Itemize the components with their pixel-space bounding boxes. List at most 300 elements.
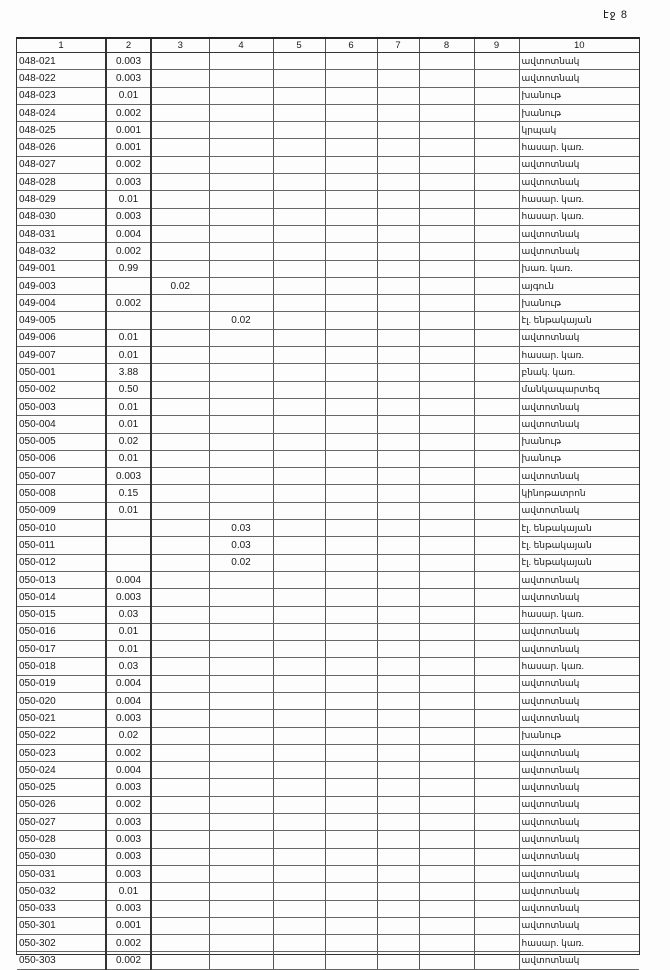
empty-cell-c6 (325, 329, 377, 346)
empty-cell-c9 (474, 727, 519, 744)
area-col3-cell: 0.02 (151, 277, 209, 294)
land-use-cell: ավտոտնակ (519, 900, 639, 917)
empty-cell-c6 (325, 87, 377, 104)
empty-cell-c5 (273, 831, 325, 848)
area-col4-cell (209, 433, 273, 450)
empty-cell-c9 (474, 416, 519, 433)
empty-cell-c8 (419, 312, 474, 329)
table-row (17, 779, 639, 796)
empty-cell-c5 (273, 295, 325, 312)
land-use-cell: մանկապարտեզ (519, 381, 639, 398)
land-use-cell: ավտոտնակ (519, 641, 639, 658)
table-row (17, 675, 639, 692)
empty-cell-c8 (419, 243, 474, 260)
page-number: էջ 8 (603, 9, 628, 21)
empty-cell-c9 (474, 900, 519, 917)
area-col3-cell (151, 122, 209, 139)
empty-cell-c7 (377, 260, 419, 277)
area-col3-cell (151, 641, 209, 658)
table-row (17, 814, 639, 831)
land-use-cell: հասար. կառ. (519, 935, 639, 952)
header-row (17, 39, 639, 53)
area-col3-cell (151, 70, 209, 87)
column-header-6: 6 (325, 39, 377, 53)
empty-cell-c9 (474, 865, 519, 882)
area-col4-cell (209, 398, 273, 415)
area-col3-cell (151, 260, 209, 277)
empty-cell-c9 (474, 312, 519, 329)
empty-cell-c8 (419, 900, 474, 917)
area-col4-cell: 0.02 (209, 554, 273, 571)
empty-cell-c9 (474, 537, 519, 554)
empty-cell-c6 (325, 883, 377, 900)
area-col4-cell (209, 692, 273, 709)
empty-cell-c9 (474, 710, 519, 727)
empty-cell-c6 (325, 156, 377, 173)
empty-cell-c6 (325, 485, 377, 502)
empty-cell-c5 (273, 225, 325, 242)
empty-cell-c9 (474, 295, 519, 312)
empty-cell-c8 (419, 277, 474, 294)
empty-cell-c6 (325, 364, 377, 381)
empty-cell-c7 (377, 502, 419, 519)
table-row (17, 174, 639, 191)
empty-cell-c9 (474, 831, 519, 848)
table-row (17, 277, 639, 294)
empty-cell-c6 (325, 692, 377, 709)
empty-cell-c6 (325, 416, 377, 433)
area-col2-cell (106, 537, 151, 554)
land-use-cell: խանութ (519, 433, 639, 450)
empty-cell-c7 (377, 174, 419, 191)
area-col2-cell: 0.003 (106, 70, 151, 87)
empty-cell-c6 (325, 762, 377, 779)
land-use-cell: ավտոտնակ (519, 243, 639, 260)
table-row (17, 485, 639, 502)
empty-cell-c8 (419, 468, 474, 485)
empty-cell-c5 (273, 641, 325, 658)
empty-cell-c6 (325, 347, 377, 364)
empty-cell-c8 (419, 658, 474, 675)
empty-cell-c8 (419, 191, 474, 208)
empty-cell-c8 (419, 623, 474, 640)
plot-code-cell: 048-031 (17, 225, 106, 242)
plot-code-cell: 050-012 (17, 554, 106, 571)
plot-code-cell: 050-022 (17, 727, 106, 744)
land-use-cell: հասար. կառ. (519, 208, 639, 225)
empty-cell-c9 (474, 485, 519, 502)
area-col3-cell (151, 243, 209, 260)
plot-code-cell: 049-006 (17, 329, 106, 346)
land-use-cell: այգուն (519, 277, 639, 294)
empty-cell-c6 (325, 710, 377, 727)
table-row (17, 710, 639, 727)
land-use-cell: խանութ (519, 87, 639, 104)
empty-cell-c9 (474, 243, 519, 260)
plot-code-cell: 048-022 (17, 70, 106, 87)
empty-cell-c6 (325, 917, 377, 934)
land-use-cell: կինոթատրոն (519, 485, 639, 502)
empty-cell-c8 (419, 139, 474, 156)
area-col3-cell (151, 174, 209, 191)
area-col3-cell (151, 571, 209, 588)
area-col2-cell: 3.88 (106, 364, 151, 381)
empty-cell-c8 (419, 70, 474, 87)
empty-cell-c7 (377, 692, 419, 709)
area-col4-cell (209, 658, 273, 675)
empty-cell-c9 (474, 641, 519, 658)
register-sheet (16, 37, 640, 967)
empty-cell-c7 (377, 104, 419, 121)
plot-code-cell: 050-011 (17, 537, 106, 554)
empty-cell-c8 (419, 537, 474, 554)
land-use-cell: էլ. ենթակայան (519, 312, 639, 329)
area-col4-cell (209, 727, 273, 744)
area-col2-cell: 0.004 (106, 762, 151, 779)
empty-cell-c6 (325, 641, 377, 658)
land-use-cell: ավտոտնակ (519, 398, 639, 415)
table-row (17, 87, 639, 104)
column-header-3: 3 (151, 39, 209, 53)
land-use-cell: հասար. կառ. (519, 606, 639, 623)
land-use-cell: խառ. կառ. (519, 260, 639, 277)
land-use-cell: ավտոտնակ (519, 329, 639, 346)
land-use-cell: էլ. ենթակայան (519, 520, 639, 537)
plot-code-cell: 050-016 (17, 623, 106, 640)
area-col4-cell (209, 416, 273, 433)
empty-cell-c8 (419, 87, 474, 104)
area-col4-cell: 0.03 (209, 537, 273, 554)
empty-cell-c8 (419, 225, 474, 242)
empty-cell-c5 (273, 174, 325, 191)
area-col4-cell (209, 744, 273, 761)
empty-cell-c5 (273, 900, 325, 917)
empty-cell-c7 (377, 398, 419, 415)
empty-cell-c8 (419, 104, 474, 121)
empty-cell-c7 (377, 347, 419, 364)
column-header-8: 8 (419, 39, 474, 53)
area-col4-cell (209, 295, 273, 312)
empty-cell-c5 (273, 347, 325, 364)
empty-cell-c7 (377, 848, 419, 865)
column-header-2: 2 (106, 39, 151, 53)
empty-cell-c6 (325, 502, 377, 519)
area-col2-cell: 0.50 (106, 381, 151, 398)
empty-cell-c9 (474, 104, 519, 121)
area-col2-cell: 0.99 (106, 260, 151, 277)
empty-cell-c6 (325, 571, 377, 588)
area-col3-cell (151, 796, 209, 813)
empty-cell-c7 (377, 139, 419, 156)
land-use-cell: ավտոտնակ (519, 468, 639, 485)
empty-cell-c9 (474, 589, 519, 606)
empty-cell-c7 (377, 225, 419, 242)
land-use-cell: բնակ. կառ. (519, 364, 639, 381)
empty-cell-c6 (325, 537, 377, 554)
empty-cell-c9 (474, 468, 519, 485)
table-row (17, 554, 639, 571)
plot-code-cell: 050-026 (17, 796, 106, 813)
empty-cell-c9 (474, 347, 519, 364)
area-col2-cell: 0.03 (106, 658, 151, 675)
empty-cell-c7 (377, 883, 419, 900)
area-col2-cell: 0.002 (106, 243, 151, 260)
empty-cell-c9 (474, 848, 519, 865)
empty-cell-c6 (325, 606, 377, 623)
empty-cell-c9 (474, 329, 519, 346)
empty-cell-c7 (377, 589, 419, 606)
empty-cell-c5 (273, 364, 325, 381)
empty-cell-c8 (419, 831, 474, 848)
empty-cell-c6 (325, 796, 377, 813)
area-col3-cell (151, 589, 209, 606)
empty-cell-c9 (474, 156, 519, 173)
empty-cell-c6 (325, 139, 377, 156)
area-col2-cell: 0.001 (106, 139, 151, 156)
empty-cell-c9 (474, 260, 519, 277)
empty-cell-c9 (474, 606, 519, 623)
plot-code-cell: 050-018 (17, 658, 106, 675)
area-col3-cell (151, 520, 209, 537)
empty-cell-c7 (377, 295, 419, 312)
plot-code-cell: 050-014 (17, 589, 106, 606)
empty-cell-c7 (377, 744, 419, 761)
empty-cell-c6 (325, 208, 377, 225)
area-col4-cell (209, 796, 273, 813)
empty-cell-c5 (273, 191, 325, 208)
empty-cell-c9 (474, 935, 519, 952)
empty-cell-c8 (419, 883, 474, 900)
empty-cell-c8 (419, 865, 474, 882)
empty-cell-c7 (377, 191, 419, 208)
empty-cell-c5 (273, 848, 325, 865)
empty-cell-c5 (273, 865, 325, 882)
area-col2-cell: 0.002 (106, 104, 151, 121)
area-col2-cell: 0.003 (106, 814, 151, 831)
table-row (17, 692, 639, 709)
land-use-cell: ավտոտնակ (519, 865, 639, 882)
area-col2-cell: 0.01 (106, 623, 151, 640)
area-col2-cell: 0.003 (106, 831, 151, 848)
area-col4-cell (209, 571, 273, 588)
area-col4-cell (209, 468, 273, 485)
area-col4-cell (209, 139, 273, 156)
empty-cell-c5 (273, 744, 325, 761)
plot-code-cell: 049-005 (17, 312, 106, 329)
plot-code-cell: 050-004 (17, 416, 106, 433)
land-use-cell: ավտոտնակ (519, 917, 639, 934)
area-col4-cell (209, 502, 273, 519)
area-col4-cell (209, 225, 273, 242)
empty-cell-c7 (377, 623, 419, 640)
empty-cell-c8 (419, 848, 474, 865)
plot-code-cell: 049-004 (17, 295, 106, 312)
area-col4-cell (209, 641, 273, 658)
area-col2-cell: 0.15 (106, 485, 151, 502)
land-use-cell: ավտոտնակ (519, 831, 639, 848)
empty-cell-c5 (273, 762, 325, 779)
land-use-cell: ավտոտնակ (519, 762, 639, 779)
empty-cell-c7 (377, 468, 419, 485)
column-header-5: 5 (273, 39, 325, 53)
land-use-cell: ավտոտնակ (519, 623, 639, 640)
area-col2-cell: 0.001 (106, 917, 151, 934)
empty-cell-c5 (273, 260, 325, 277)
empty-cell-c7 (377, 554, 419, 571)
empty-cell-c5 (273, 243, 325, 260)
empty-cell-c5 (273, 468, 325, 485)
column-header-1: 1 (17, 39, 106, 53)
empty-cell-c5 (273, 485, 325, 502)
empty-cell-c8 (419, 935, 474, 952)
empty-cell-c5 (273, 589, 325, 606)
plot-code-cell: 049-001 (17, 260, 106, 277)
area-col4-cell (209, 935, 273, 952)
empty-cell-c8 (419, 814, 474, 831)
area-col4-cell (209, 779, 273, 796)
empty-cell-c5 (273, 537, 325, 554)
area-col2-cell: 0.003 (106, 468, 151, 485)
empty-cell-c7 (377, 779, 419, 796)
empty-cell-c7 (377, 450, 419, 467)
empty-cell-c7 (377, 520, 419, 537)
empty-cell-c5 (273, 571, 325, 588)
table-row (17, 606, 639, 623)
empty-cell-c9 (474, 381, 519, 398)
table-row (17, 848, 639, 865)
empty-cell-c8 (419, 502, 474, 519)
plot-code-cell: 048-027 (17, 156, 106, 173)
table-row (17, 122, 639, 139)
column-header-9: 9 (474, 39, 519, 53)
empty-cell-c5 (273, 53, 325, 70)
plot-code-cell: 050-007 (17, 468, 106, 485)
empty-cell-c8 (419, 779, 474, 796)
area-col4-cell (209, 606, 273, 623)
empty-cell-c6 (325, 865, 377, 882)
plot-code-cell: 050-006 (17, 450, 106, 467)
area-col2-cell: 0.01 (106, 502, 151, 519)
table-row (17, 53, 639, 70)
empty-cell-c5 (273, 935, 325, 952)
area-col3-cell (151, 398, 209, 415)
empty-cell-c7 (377, 87, 419, 104)
empty-cell-c6 (325, 623, 377, 640)
plot-code-cell: 048-023 (17, 87, 106, 104)
area-col3-cell (151, 191, 209, 208)
empty-cell-c9 (474, 779, 519, 796)
plot-code-cell: 050-028 (17, 831, 106, 848)
land-use-cell: ավտոտնակ (519, 710, 639, 727)
area-col3-cell (151, 952, 209, 969)
empty-cell-c9 (474, 191, 519, 208)
empty-cell-c9 (474, 814, 519, 831)
empty-cell-c8 (419, 329, 474, 346)
table-row (17, 329, 639, 346)
plot-code-cell: 050-302 (17, 935, 106, 952)
area-col3-cell (151, 139, 209, 156)
area-col3-cell (151, 450, 209, 467)
area-col3-cell (151, 779, 209, 796)
empty-cell-c8 (419, 554, 474, 571)
empty-cell-c6 (325, 174, 377, 191)
land-use-cell: ավտոտնակ (519, 796, 639, 813)
table-row (17, 520, 639, 537)
plot-code-cell: 050-002 (17, 381, 106, 398)
empty-cell-c8 (419, 952, 474, 969)
plot-code-cell: 050-030 (17, 848, 106, 865)
empty-cell-c5 (273, 658, 325, 675)
area-col3-cell (151, 814, 209, 831)
land-use-cell: ավտոտնակ (519, 70, 639, 87)
empty-cell-c6 (325, 658, 377, 675)
area-col4-cell (209, 87, 273, 104)
empty-cell-c6 (325, 468, 377, 485)
area-col4-cell (209, 762, 273, 779)
table-row (17, 208, 639, 225)
plot-code-cell: 050-032 (17, 883, 106, 900)
area-col2-cell: 0.01 (106, 641, 151, 658)
area-col4-cell (209, 848, 273, 865)
area-col2-cell: 0.01 (106, 416, 151, 433)
area-col2-cell: 0.003 (106, 900, 151, 917)
area-col2-cell: 0.003 (106, 710, 151, 727)
empty-cell-c8 (419, 641, 474, 658)
area-col4-cell (209, 277, 273, 294)
area-col2-cell: 0.01 (106, 347, 151, 364)
empty-cell-c9 (474, 53, 519, 70)
empty-cell-c6 (325, 433, 377, 450)
empty-cell-c8 (419, 208, 474, 225)
empty-cell-c6 (325, 104, 377, 121)
plot-code-cell: 050-009 (17, 502, 106, 519)
empty-cell-c6 (325, 779, 377, 796)
empty-cell-c8 (419, 156, 474, 173)
empty-cell-c5 (273, 433, 325, 450)
empty-cell-c7 (377, 381, 419, 398)
table-row (17, 658, 639, 675)
empty-cell-c8 (419, 796, 474, 813)
area-col4-cell (209, 156, 273, 173)
empty-cell-c6 (325, 935, 377, 952)
area-col4-cell (209, 814, 273, 831)
land-use-cell: հասար. կառ. (519, 139, 639, 156)
land-use-cell: ավտոտնակ (519, 174, 639, 191)
area-col3-cell (151, 87, 209, 104)
area-col3-cell (151, 485, 209, 502)
land-use-cell: ավտոտնակ (519, 814, 639, 831)
empty-cell-c7 (377, 277, 419, 294)
empty-cell-c7 (377, 364, 419, 381)
table-row (17, 156, 639, 173)
land-use-cell: ավտոտնակ (519, 779, 639, 796)
empty-cell-c8 (419, 381, 474, 398)
empty-cell-c5 (273, 416, 325, 433)
empty-cell-c9 (474, 225, 519, 242)
empty-cell-c9 (474, 208, 519, 225)
area-col2-cell: 0.01 (106, 329, 151, 346)
empty-cell-c5 (273, 952, 325, 969)
table-row (17, 727, 639, 744)
table-row (17, 295, 639, 312)
empty-cell-c6 (325, 675, 377, 692)
area-col2-cell (106, 312, 151, 329)
area-col3-cell (151, 658, 209, 675)
empty-cell-c9 (474, 917, 519, 934)
table-row (17, 744, 639, 761)
empty-cell-c6 (325, 900, 377, 917)
empty-cell-c6 (325, 225, 377, 242)
